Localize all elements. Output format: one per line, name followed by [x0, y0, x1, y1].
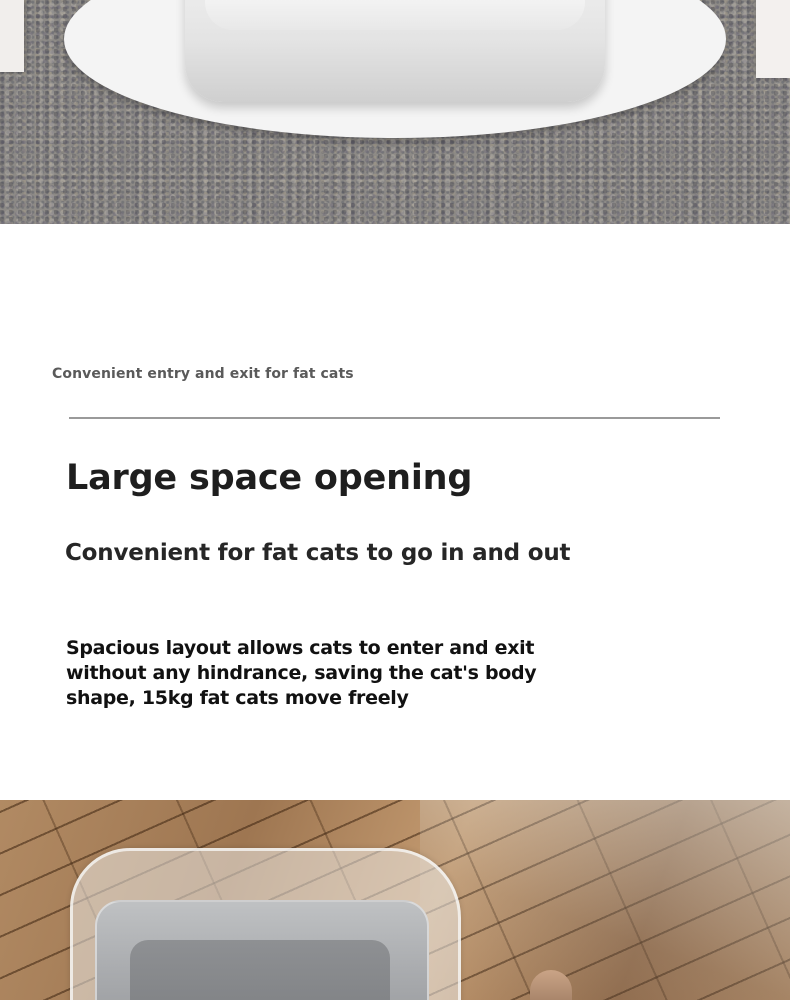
- litter-tray-inner: [130, 940, 390, 1000]
- feature-subheadline: Convenient for fat cats to go in and out: [65, 540, 571, 566]
- litter-box-rim: [205, 0, 585, 30]
- wall-edge-right: [756, 0, 790, 78]
- wall-edge-left: [0, 0, 24, 72]
- section-divider: [69, 417, 720, 419]
- litter-box-on-carpet-photo: [0, 0, 790, 224]
- feature-description: [66, 636, 586, 711]
- description-line: shape, 15kg fat cats move freely: [66, 687, 409, 709]
- sunlight-patch: [420, 800, 790, 1000]
- litter-box-on-wood-floor-photo: [0, 800, 790, 1000]
- description-line: without any hindrance, saving the cat's body: [66, 662, 537, 684]
- feature-headline: Large space opening: [66, 458, 473, 498]
- description-line: Spacious layout allows cats to enter and exit: [66, 637, 535, 659]
- section-subtitle: Convenient entry and exit for fat cats: [52, 366, 354, 382]
